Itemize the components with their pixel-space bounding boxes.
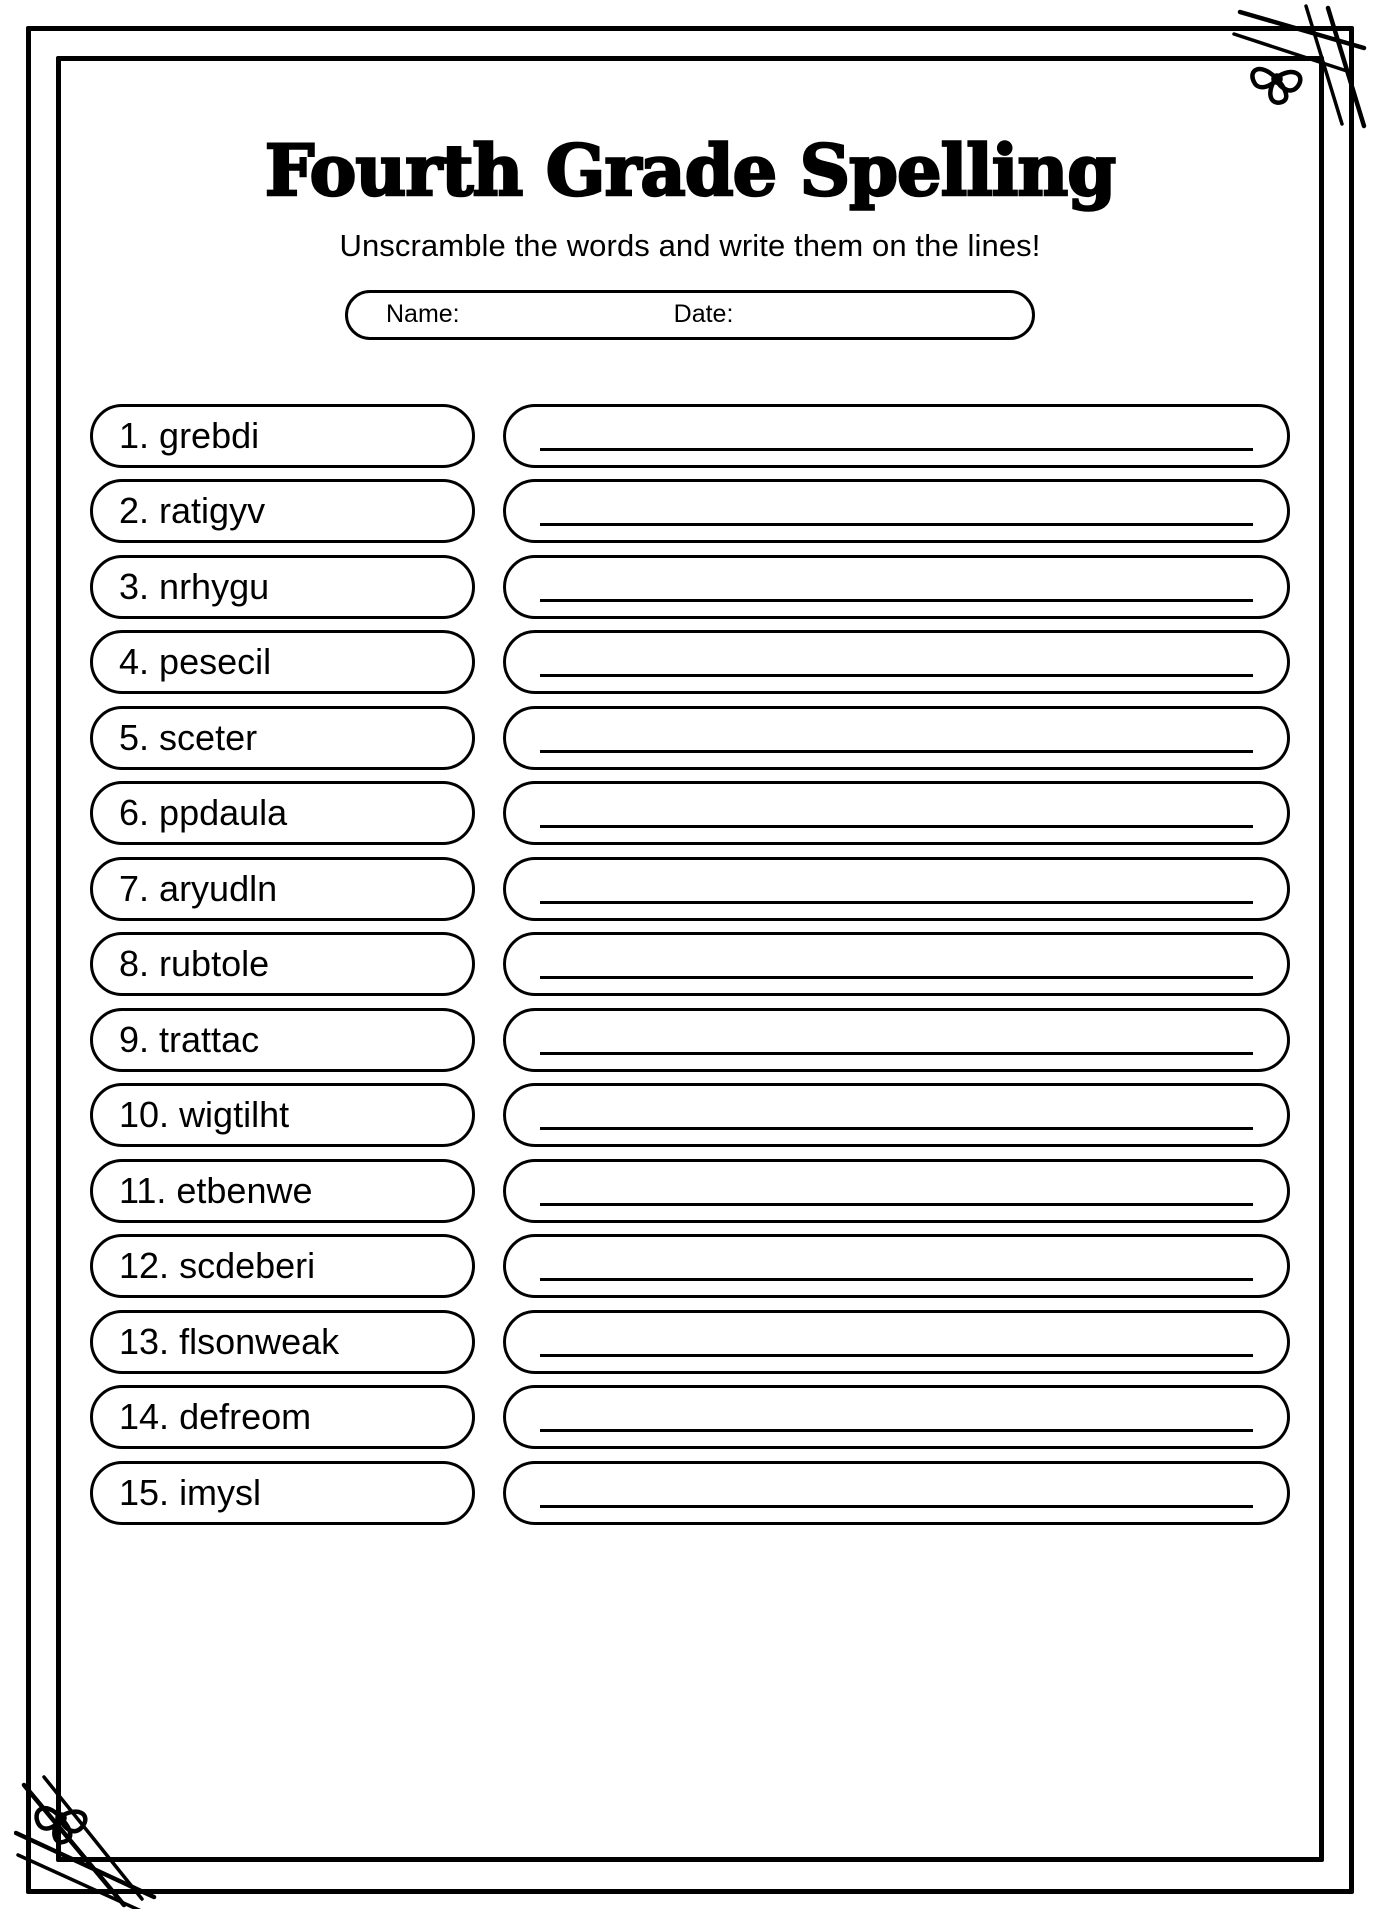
list-item bbox=[90, 781, 1290, 845]
answer-line bbox=[540, 1127, 1253, 1130]
answer-blank[interactable] bbox=[503, 1234, 1290, 1298]
item-word: trattac bbox=[159, 1018, 260, 1060]
list-item bbox=[90, 630, 1290, 694]
scrambled-word-pill bbox=[90, 1008, 475, 1072]
answer-blank[interactable] bbox=[503, 1310, 1290, 1374]
answer-line bbox=[540, 523, 1253, 526]
answer-blank[interactable] bbox=[503, 857, 1290, 921]
item-number: 10. bbox=[119, 1094, 170, 1135]
item-number: 8. bbox=[119, 943, 150, 984]
item-word: ratigyv bbox=[159, 490, 266, 531]
item-word: etbenwe bbox=[176, 1169, 313, 1211]
scrambled-word-pill bbox=[90, 1083, 475, 1147]
list-item bbox=[90, 1461, 1290, 1525]
list-item bbox=[90, 1008, 1290, 1072]
item-number: 3. bbox=[119, 565, 150, 607]
scrambled-word-pill bbox=[90, 706, 475, 770]
answer-line bbox=[540, 976, 1253, 979]
answer-line bbox=[540, 1505, 1253, 1508]
scrambled-word-pill bbox=[90, 404, 475, 468]
answer-line bbox=[540, 750, 1253, 753]
answer-blank[interactable] bbox=[503, 781, 1290, 845]
list-item bbox=[90, 857, 1290, 921]
scrambled-word-pill bbox=[90, 1159, 475, 1223]
item-word: nrhygu bbox=[159, 565, 270, 607]
answer-blank[interactable] bbox=[503, 630, 1290, 694]
item-word: rubtole bbox=[159, 943, 270, 984]
scrambled-word-pill bbox=[90, 1234, 475, 1298]
answer-line bbox=[540, 1354, 1253, 1357]
worksheet-content bbox=[90, 100, 1290, 1830]
item-word: flsonweak bbox=[179, 1320, 340, 1362]
answer-line bbox=[540, 1203, 1253, 1206]
answer-blank[interactable] bbox=[503, 1159, 1290, 1223]
item-number: 4. bbox=[119, 641, 150, 682]
scrambled-word-pill bbox=[90, 932, 475, 996]
scrambled-word-pill bbox=[90, 781, 475, 845]
answer-blank[interactable] bbox=[503, 1385, 1290, 1449]
name-label: Name: bbox=[386, 300, 460, 328]
item-word: wigtilht bbox=[179, 1094, 290, 1135]
item-number: 5. bbox=[119, 716, 150, 758]
answer-blank[interactable] bbox=[503, 555, 1290, 619]
list-item bbox=[90, 1385, 1290, 1449]
answer-line bbox=[540, 901, 1253, 904]
instructions: Unscramble the words and write them on the lines! bbox=[339, 227, 1041, 263]
item-number: 2. bbox=[119, 490, 150, 531]
item-number: 1. bbox=[119, 414, 150, 456]
scrambled-word-pill bbox=[90, 1310, 475, 1374]
answer-line bbox=[540, 825, 1253, 828]
list-item bbox=[90, 1234, 1290, 1298]
answer-line bbox=[540, 1052, 1253, 1055]
item-word: imysl bbox=[179, 1471, 262, 1513]
item-word: aryudln bbox=[159, 867, 278, 909]
list-item bbox=[90, 932, 1290, 996]
item-number: 6. bbox=[119, 792, 150, 833]
answer-line bbox=[540, 448, 1253, 451]
scrambled-word-pill bbox=[90, 630, 475, 694]
item-number: 11. bbox=[119, 1169, 167, 1211]
answer-line bbox=[540, 1429, 1253, 1432]
list-item bbox=[90, 404, 1290, 468]
answer-line bbox=[540, 599, 1253, 602]
name-date-field[interactable] bbox=[345, 290, 1035, 340]
answer-blank[interactable] bbox=[503, 1461, 1290, 1525]
item-word: defreom bbox=[179, 1396, 312, 1437]
item-number: 9. bbox=[119, 1018, 150, 1060]
list-item bbox=[90, 555, 1290, 619]
item-word: ppdaula bbox=[159, 792, 288, 833]
page-title: Fourth Grade Spelling bbox=[264, 129, 1116, 212]
answer-blank[interactable] bbox=[503, 1008, 1290, 1072]
item-word: sceter bbox=[159, 716, 258, 758]
list-item bbox=[90, 479, 1290, 543]
scrambled-word-pill bbox=[90, 857, 475, 921]
word-list bbox=[90, 404, 1290, 1525]
list-item bbox=[90, 1310, 1290, 1374]
scrambled-word-pill bbox=[90, 1461, 475, 1525]
item-word: pesecil bbox=[159, 641, 272, 682]
item-word: scdeberi bbox=[179, 1245, 316, 1286]
answer-blank[interactable] bbox=[503, 932, 1290, 996]
item-number: 13. bbox=[119, 1320, 170, 1362]
list-item bbox=[90, 1159, 1290, 1223]
item-number: 15. bbox=[119, 1471, 170, 1513]
scrambled-word-pill bbox=[90, 479, 475, 543]
answer-line bbox=[540, 674, 1253, 677]
list-item bbox=[90, 706, 1290, 770]
answer-blank[interactable] bbox=[503, 706, 1290, 770]
item-word: grebdi bbox=[159, 414, 260, 456]
scrambled-word-pill bbox=[90, 555, 475, 619]
scrambled-word-pill bbox=[90, 1385, 475, 1449]
item-number: 14. bbox=[119, 1396, 170, 1437]
item-number: 12. bbox=[119, 1245, 170, 1286]
answer-blank[interactable] bbox=[503, 404, 1290, 468]
answer-blank[interactable] bbox=[503, 1083, 1290, 1147]
item-number: 7. bbox=[119, 867, 150, 909]
answer-line bbox=[540, 1278, 1253, 1281]
list-item bbox=[90, 1083, 1290, 1147]
date-label: Date: bbox=[673, 300, 734, 328]
answer-blank[interactable] bbox=[503, 479, 1290, 543]
